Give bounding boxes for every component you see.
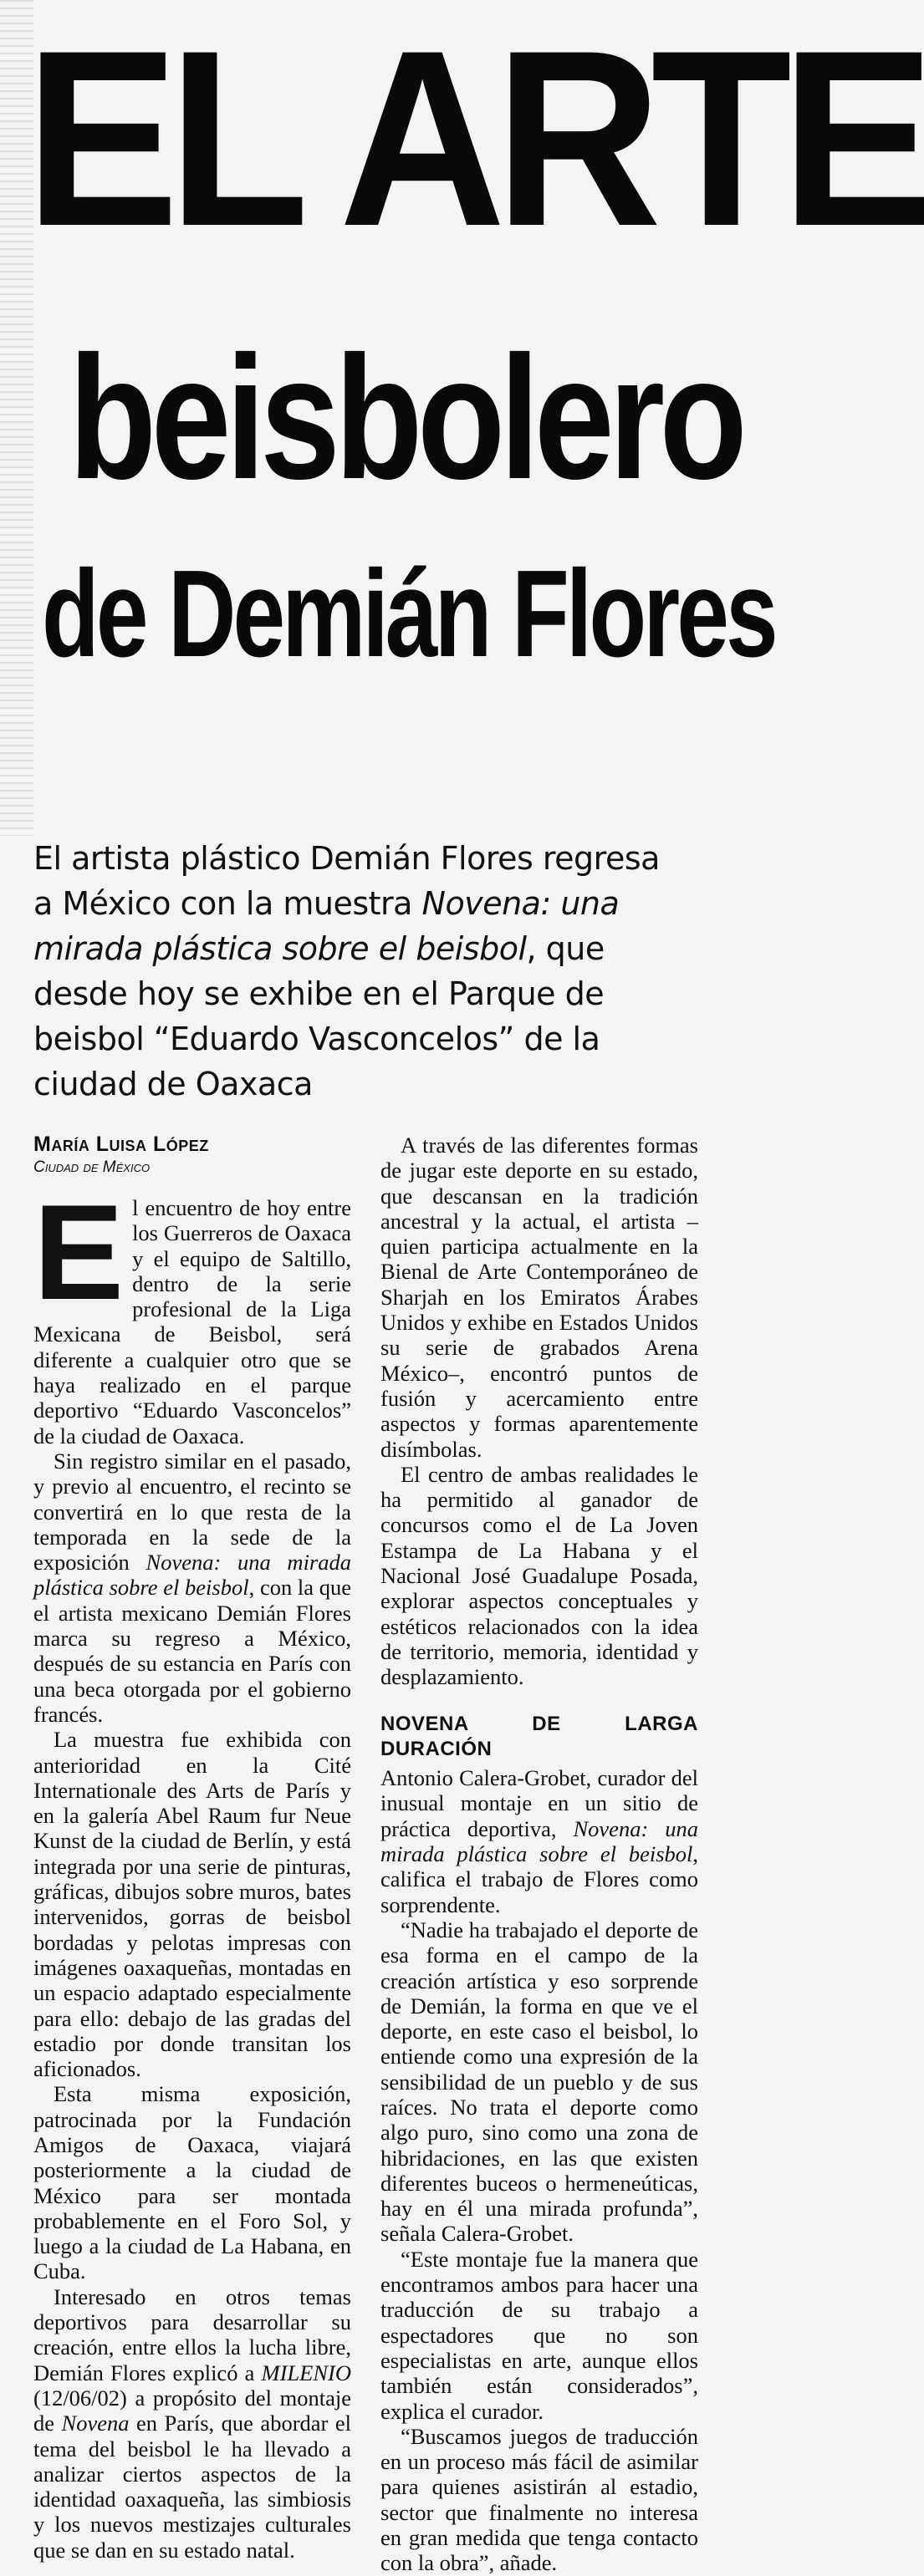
paragraph-2: Sin registro similar en el pasado, y previo al encuentro, el recinto se convertirá en lo que resta de la temporada en la sede de la exposición Novena: una mirada plástica sobre el beisbol, con la que el artista mexicano Demián Flores marca su regreso a México, después de su estancia en París con una beca otorgada por el gobierno francés.	[33, 1448, 351, 1727]
headline-line-2: beisbolero	[69, 319, 743, 516]
section-subhead: NOVENA DE LARGA DURACIÓN	[380, 1712, 698, 1760]
deck-text-2: , que desde hoy se exhibe en el Parque de beisbol “Eduardo Vasconcelos” de la ciudad de Oaxaca	[33, 930, 605, 1102]
paragraph-11: “Buscamos juegos de traducción en un proceso más fácil de asimilar para quienes asistirán al estadio, sector que finalmente no interesa en gran medida que tenga contacto con la obra”, añade.	[380, 2423, 698, 2576]
paragraph-5: Interesado en otros temas deportivos para desarrollar su creación, entre ellos la lucha libre, Demián Flores explicó a MILENIO (12/06/02) a propósito del montaje de Novena en París, que abordar el tema del beisbol le ha llevado a analizar ciertos aspectos de la identidad oaxaqueña, las simbiosis y los nuevos mestizajes culturales que se dan en su estado natal.	[33, 2283, 351, 2563]
deck	[33, 836, 686, 1107]
byline	[33, 1133, 351, 1177]
headline-line-3: de Demián Flores	[42, 545, 775, 683]
paragraph-1: El encuentro de hoy entre los Guerreros de Oaxaca y el equipo de Saltillo, dentro de la serie profesional de la Liga Mexicana de Beisbol, será diferente a cualquier otro que se haya realizado en el parque deportivo “Eduardo Vasconcelos” de la ciudad de Oaxaca.	[33, 1177, 351, 1448]
paragraph-4: Esta misma exposición, patrocinada por la Fundación Amigos de Oaxaca, viajará posteriormente a la ciudad de México para ser montada probablemente en el Foro Sol, y luego a la ciudad de La Habana, en Cuba.	[33, 2081, 351, 2284]
article-column-2	[380, 1133, 698, 2576]
deck-exhibition-title: Novena: una mirada plástica sobre el beisbol	[33, 885, 620, 967]
paragraph-10: “Este montaje fue la manera que encontramos ambos para hacer una traducción de su trabajo a espectadores que no son especialistas en arte, aunque ellos también están considerados”, explica el curador.	[380, 2246, 698, 2424]
paragraph-3: La muestra fue exhibida con anterioridad en la Cité Internationale des Arts de París y en la galería Abel Raum fur Neue Kunst de la ciudad de Berlín, y está integrada por una serie de pinturas, gráficas, dibujos sobre muros, bates intervenidos, gorras de beisbol bordadas y pelotas impresas con imágenes oaxaqueñas, montadas en un espacio adaptado especialmente para ello: debajo de las gradas del estadio por donde transitan los aficionados.	[33, 1727, 351, 2082]
author-name: María Luisa López	[33, 1133, 209, 1156]
headline-line-1: EL ARTE	[25, 0, 924, 278]
paragraph-8: Antonio Calera-Grobet, curador del inusual montaje en un sitio de práctica deportiva, Novena: una mirada plástica sobre el beisbol, califica el trabajo de Flores como sorprendente.	[380, 1765, 698, 1917]
paragraph-7: El centro de ambas realidades le ha permitido al ganador de concursos como el de La Joven Estampa de La Habana y el Nacional José Guadalupe Posada, explorar aspectos conceptuales y estéticos relacionados con la idea de territorio, memoria, identidad y desplazamiento.	[380, 1461, 698, 1690]
dateline-city: Ciudad de México	[33, 1158, 151, 1176]
headline	[25, 0, 924, 683]
deck-text-1: El artista plástico Demián Flores regresa a México con la muestra	[33, 840, 660, 922]
paragraph-9: “Nadie ha trabajado el deporte de esa forma en el campo de la creación artística y eso sorprende de Demián, la forma en que ve el deporte, en este caso el beisbol, lo entiende como una expresión de la sensibilidad de un pueblo y de sus raíces. No trata el deporte como algo puro, sino como una zona de hibridaciones, en las que existen diferentes buceos o hermeneúticas, hay en él una mirada profunda”, señala Calera-Grobet.	[380, 1917, 698, 2247]
drop-cap: E	[33, 1177, 125, 1328]
paragraph-6: A través de las diferentes formas de jugar este deporte en su estado, que descansan en la tradición ancestral y la actual, el artista –quien participa actualmente en la Bienal de Arte Contemporáneo de Sharjah en los Emiratos Árabes Unidos y exhibe en Estados Unidos su serie de grabados Arena México–, encontró puntos de fusión y acercamiento entre aspectos y formas aparentemente disímbolas.	[380, 1133, 698, 1462]
article-column-1	[33, 1177, 351, 2563]
